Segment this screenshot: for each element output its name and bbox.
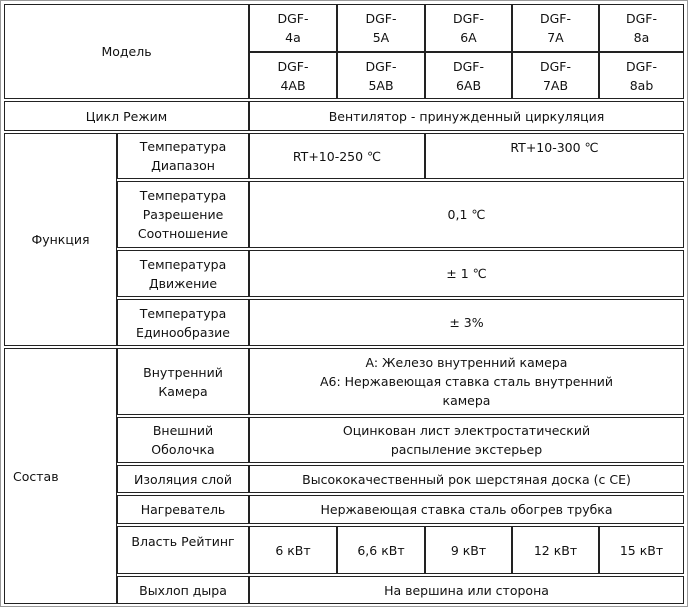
inner-chamber-label: Внутренний Камера [117, 348, 249, 415]
insulation-value: Высококачественный рок шерстяная доска (с CE) [249, 465, 684, 493]
model-cell: DGF- 8a [599, 4, 684, 52]
inner-chamber-value: A: Железо внутренний камера A6: Нержавеющая ставка сталь внутренний камера [249, 348, 684, 415]
power-value: 9 кВт [425, 526, 512, 574]
temp-range-value: RT+10-300 ℃ [425, 133, 684, 179]
temp-resolution-value: 0,1 ℃ [249, 181, 684, 248]
model-label: Модель [4, 4, 249, 99]
composition-label: Состав [4, 348, 117, 604]
model-cell: DGF- 7A [512, 4, 599, 52]
temp-fluctuation-value: ± 1 ℃ [249, 250, 684, 297]
power-value: 15 кВт [599, 526, 684, 574]
exhaust-value: На вершина или сторона [249, 576, 684, 604]
model-cell: DGF- 5AB [337, 52, 425, 99]
outer-shell-value: Оцинкован лист электростатический распыление экстерьер [249, 417, 684, 463]
power-rating-label: Власть Рейтинг [117, 526, 249, 574]
model-cell: DGF- 5A [337, 4, 425, 52]
table-outer-left [0, 0, 1, 607]
power-value: 6,6 кВт [337, 526, 425, 574]
model-cell: DGF- 6AB [425, 52, 512, 99]
model-cell: DGF- 6A [425, 4, 512, 52]
table-outer-top [0, 0, 688, 1]
insulation-label: Изоляция слой [117, 465, 249, 493]
temp-range-value: RT+10-250 ℃ [249, 133, 425, 179]
model-cell: DGF- 8ab [599, 52, 684, 99]
cycle-mode-value: Вентилятор - принужденный циркуляция [249, 101, 684, 131]
temp-fluctuation-label: Температура Движение [117, 250, 249, 297]
power-value: 12 кВт [512, 526, 599, 574]
temp-range-label: Температура Диапазон [117, 133, 249, 179]
heater-label: Нагреватель [117, 495, 249, 524]
model-cell: DGF- 4a [249, 4, 337, 52]
temp-uniformity-label: Температура Единообразие [117, 299, 249, 346]
temp-resolution-label: Температура Разрешение Соотношение [117, 181, 249, 248]
outer-shell-label: Внешний Оболочка [117, 417, 249, 463]
heater-value: Нержавеющая ставка сталь обогрев трубка [249, 495, 684, 524]
function-label: Функция [4, 133, 117, 346]
temp-uniformity-value: ± 3% [249, 299, 684, 346]
model-cell: DGF- 7AB [512, 52, 599, 99]
model-cell: DGF- 4AB [249, 52, 337, 99]
cycle-mode-label: Цикл Режим [4, 101, 249, 131]
power-value: 6 кВт [249, 526, 337, 574]
exhaust-label: Выхлоп дыра [117, 576, 249, 604]
